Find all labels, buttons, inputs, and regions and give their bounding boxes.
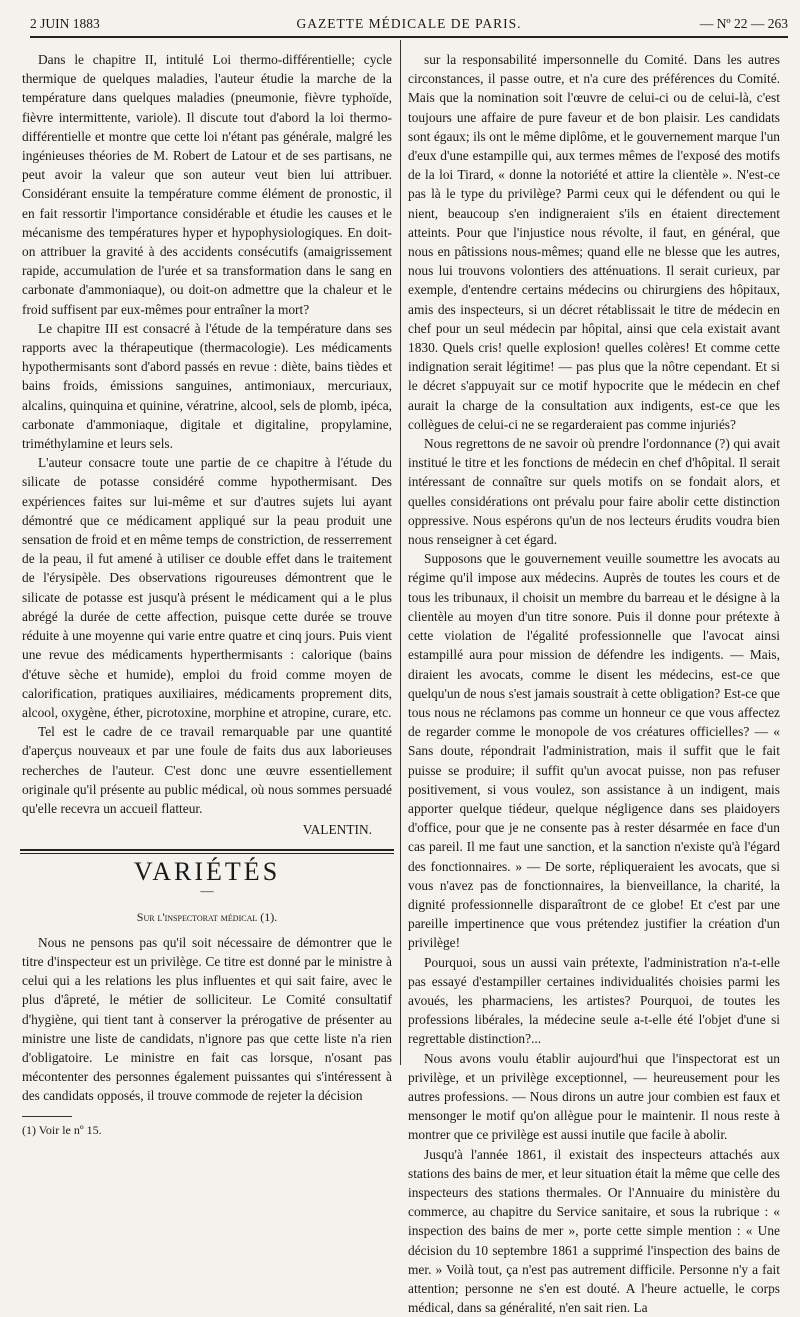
paragraph: Nous avons voulu établir aujourd'hui que l'inspectorat est un privilège, et un privilège exceptionnel, — heureusement pour les autres professions. — Nous dirons un autre jour combien est faux et mensonger le motif qu'on allègue pour le maintenir. Il nous reste à montrer que ce privilège est aussi inutile que facile à abolir. bbox=[408, 1050, 780, 1143]
footnote-rule bbox=[22, 1116, 72, 1117]
paragraph: Dans le chapitre II, intitulé Loi thermo-différentielle; cycle thermique de quelques maladies, l'auteur étudie la marche de la température dans quelques maladies (pneumonie, fièvre typhoïde, fièvre intermittente, variole). Il discute tout d'abord la loi thermo-différentielle et montre que cette loi n'étant pas générale, malgré les ingénieuses théories de M. Robert de Latour et de ses partisans, ne peut avoir la valeur que son auteur veut bien lui attribuer. Considérant ensuite la température comme élément de pronostic, il en fait ressortir l'importance considérable et étudie les causes et le mécanisme des températures hyper et hypophysiologiques. En doit-on attribuer la gravité à des accidents consécutifs (amaigrissement rapide, accumulation de l'urée et sa transformation dans le sang en carbonate d'ammoniaque), ou doit-on admettre que la chaleur et le froid suffisent par eux-mêmes pour entraîner la mort? bbox=[22, 52, 392, 317]
paragraph: sur la responsabilité impersonnelle du Comité. Dans les autres circonstances, il passe outre, et n'a cure des préférences du Comité. Mais que la nomination soit l'œuvre de celui-ci ou de celui-là, c'est toujours une affaire de pure faveur et de bon plaisir. Les candidats sont égaux; ils ont le même diplôme, et le gouvernement marque l'un d'eux d'une estampille qui, aux termes mêmes de l'exposé des motifs de la loi Tirard, « donne la notoriété et attire la clientèle ». N'est-ce pas là le type du privilège? Parmi ceux qui le défendent ou qui le nient, beaucoup s'en indigneraient s'ils en étaient directement atteints. Pour que l'injustice nous révolte, il faut, en général, que nous en pâtissions nous-mêmes; quand elle ne blesse que les autres, nous lui trouvons volontiers des atténuations. Il serait curieux, par exemple, d'entendre certains médecins ou chirurgiens des hôpitaux, amis des inspecteurs, si un décret rétablissait le titre de médecin en chef pour un seul médecin par hôpital, ainsi que cela existait avant 1830. Quels cris! quelle explosion! quelles colères! Et comme cette indignation serait légitime! — pas plus que la nôtre cependant. Et si le décret s'appuyait sur ce motif hypocrite que le médecin en chef aurait la charge de la consultation aux indigents, est-ce que les collègues de celui-ci ne se regarderaient pas comme injuriés? bbox=[408, 52, 780, 432]
paragraph: Pourquoi, sous un aussi vain prétexte, l'administration n'a-t-elle pas essayé d'estampiller certaines individualités choisies parmi les avoués, les pharmaciens, les artistes? Pourquoi, de toutes les professions libérales, la médecine seule a-t-elle été l'objet d'une si regrettable distinction?... bbox=[408, 954, 780, 1047]
header-date: 2 JUIN 1883 bbox=[30, 16, 100, 31]
column-divider bbox=[400, 40, 401, 1065]
section-title: VARIÉTÉS bbox=[133, 857, 281, 887]
right-column bbox=[408, 50, 780, 1317]
section-dash: — bbox=[200, 882, 214, 898]
footnote: (1) Voir le nº 15. bbox=[22, 1122, 102, 1137]
paragraph: Supposons que le gouvernement veuille soumettre les avocats au régime qu'il impose aux médecins. Auprès de toutes les cours et de tous les tribunaux, il choisit un membre du barreau et le désigne à la clientèle au moyen d'un titre sonore. Puis il donne pour prétexte à cette violation de l'égalité professionnelle que l'avocat ainsi estampillé aura pour mission de défendre les indigents. — Mais, diraient les avocats, comme le disent les médecins, est-ce que quelqu'un de nous s'est jamais soustrait à cette obligation? Est-ce que tous nous ne réclamons pas comme un honneur ce que vous affectez de regarder comme le monopole de vos créatures officielles? — « Sans doute, répondrait l'administration, mais il suffit que le fait puisse se produire; il suffit qu'un avocat puisse, non pas refuser positivement, si vous voulez, son assistance à un indigent, mais apporter quelque tiédeur, quelque négligence dans ses plaidoyers d'office, pour que je ne consente pas à rester désarmée en face d'un cas pareil. Il me faut une sanction, et la sanction n'existe qu'à l'égard des fonctionnaires. » — De sorte, répliqueraient les avocats, que si vous n'avez pas de fonctionnaires, la bienveillance, la charité, la dignité professionnelle disparaîtront de ce globe! Et c'est par une pareille impertinence que vous prétendez justifier la création d'un privilège! bbox=[408, 551, 780, 951]
subheading: Sur l'inspectorat médical (1). bbox=[136, 909, 278, 924]
paragraph: Tel est le cadre de ce travail remarquable par une quantité d'aperçus nouveaux et par une foule de faits dus aux laborieuses recherches de l'auteur. C'est donc une œuvre essentiellement originale qu'il présente au public médical, où nous sommes persuadé qu'elle recevra un accueil flatteur. bbox=[22, 724, 392, 816]
page-header bbox=[30, 14, 788, 38]
paragraph: L'auteur consacre toute une partie de ce chapitre à l'étude du silicate de potasse considéré comme hypothermisant. Des expériences faites sur lui-même et sur d'autres sujets lui ayant démontré que ce médicament appliqué sur la peau produit une sensation de froid et en même temps de constriction, de resserrement de la peau, il fut amené à utiliser ce double effet dans le traitement de l'érysipèle. Des observations rigoureuses démontrent que le silicate de potasse est jusqu'à présent le médicament qui a le plus abrégé la durée de cette affection, puisque cette durée se trouve réduite à une moyenne qui varie entre quatre et cinq jours. Puis vient une revue des médicaments hyperthermisants : calorique (bains d'étuve sèche et humide), emploi du froid comme moyen de calorification, pratiques auxiliaires, médicaments proprement dits, alcool, oxygène, éther, picrotoxine, morphine et atropine, curare, etc. bbox=[22, 455, 392, 720]
header-page-number: — Nº 22 — 263 bbox=[699, 16, 788, 31]
left-column bbox=[22, 50, 392, 1140]
paragraph: Nous regrettons de ne savoir où prendre l'ordonnance (?) qui avait institué le titre et les fonctions de médecin en chef d'hôpital. Il serait intéressant de connaître sur quels motifs on se fondait alors, et quelles considérations ont prévalu pour faire abolir cette distinction oppressive. Nous espérons qu'un de nos lecteurs érudits voudra bien nous renseigner à cet égard. bbox=[408, 436, 780, 548]
section-rule bbox=[20, 849, 394, 854]
signature: VALENTIN. bbox=[302, 822, 372, 838]
paragraph: Nous ne pensons pas qu'il soit nécessaire de démontrer que le titre d'inspecteur est un privilège. Ce titre est donné par le ministre à celui qui a les relations les plus influentes et qui sait faire, avec le plus d'âpreté, le métier de solliciteur. Le Comité consultatif d'hygiène, qui tient tant à conserver la prérogative de présenter au ministre une liste de candidats, n'ignore pas que cette liste n'a rien d'obligatoire. Le ministre en fait cas lorsque, n'osant pas mécontenter des personnes également puissantes qui s'intéressent à des candidats opposés, il trouve commode de rejeter la décision bbox=[22, 934, 392, 1104]
header-title: GAZETTE MÉDICALE DE PARIS. bbox=[296, 16, 522, 31]
paragraph: Jusqu'à l'année 1861, il existait des inspecteurs attachés aux stations des bains de mer, et leur situation était la même que celle des inspecteurs des stations thermales. Or l'Annuaire du ministère du commerce, au chapitre du Service sanitaire, et sous la rubrique : « inspection des bains de mer », porte cette simple mention : « Une décision du 10 septembre 1861 a supprimé l'inspection des bains de mer. » Voilà tout, ça n'est pas autrement difficile. Personne n'y a fait attention; personne ne s'en est douté. A l'heure actuelle, le corps médical, dans sa généralité, n'en sait rien. La bbox=[408, 1146, 780, 1316]
paragraph: Le chapitre III est consacré à l'étude de la température dans ses rapports avec la thérapeutique (thermacologie). Les médicaments hypothermisants sont d'abord passés en revue : diète, bains tièdes et bains froids, émissions sanguines, antimoniaux, mercuriaux, alcalins, quinquina et quinine, vératrine, alcool, sels de plomb, ipéca, carbonate d'ammoniaque, digitale et digitaline, propylamine, triméthylamine et leurs sels. bbox=[22, 320, 392, 452]
